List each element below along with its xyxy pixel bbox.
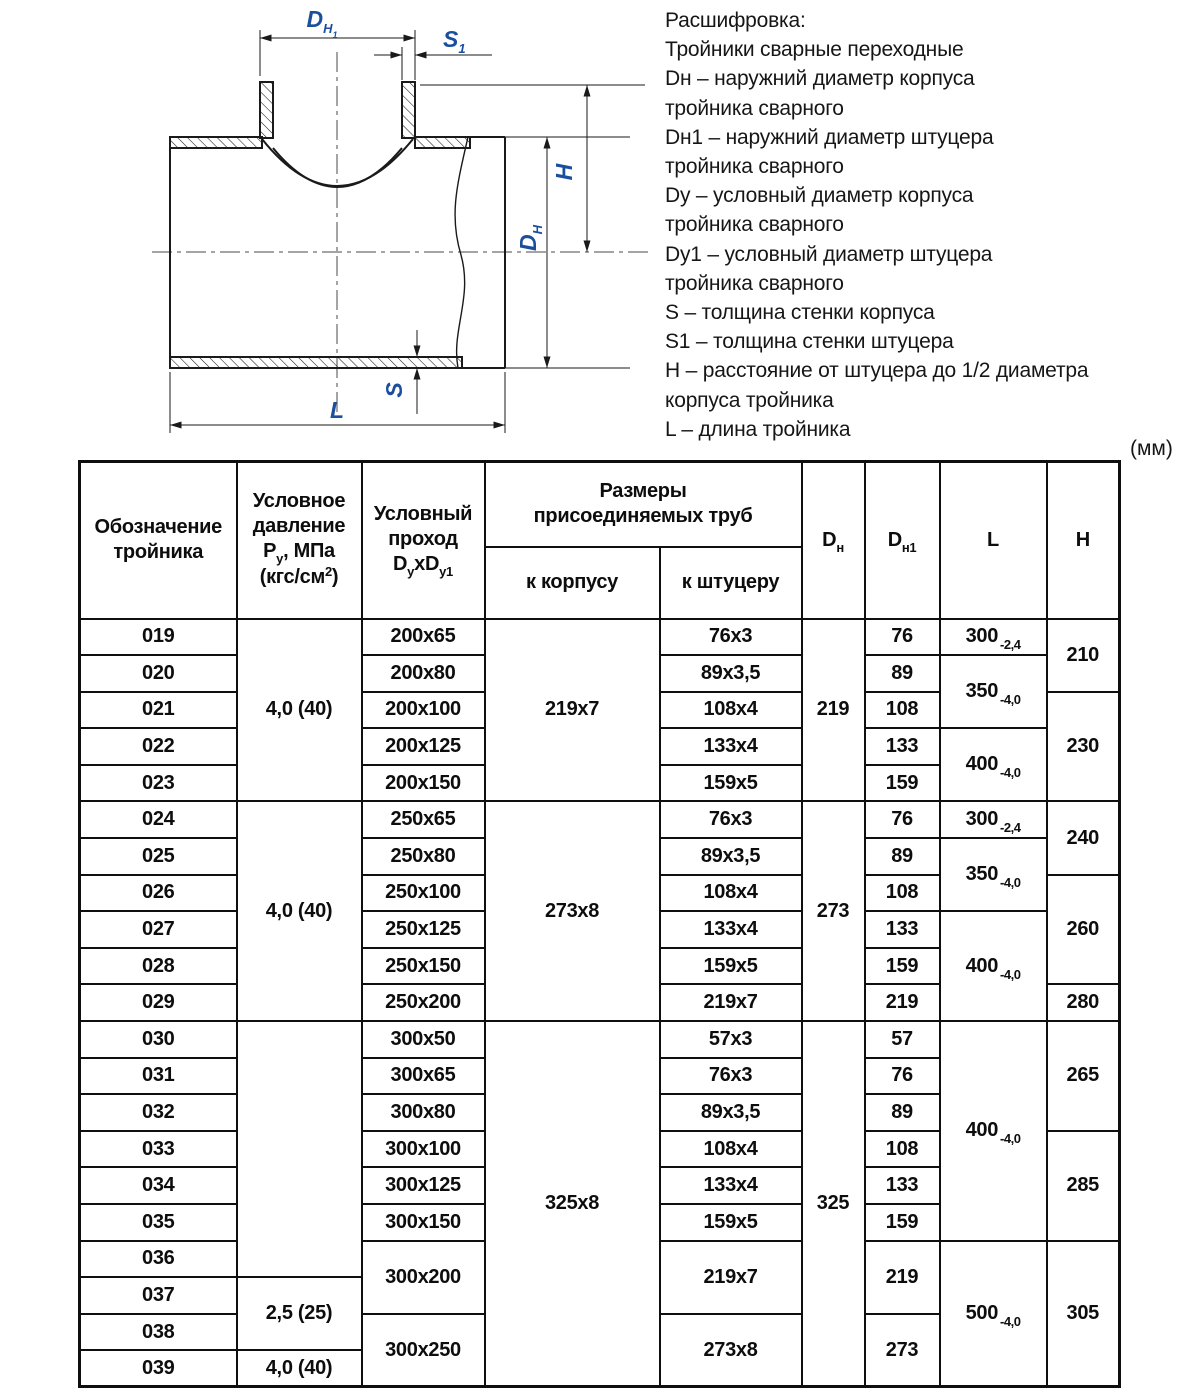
cell-dn: 219 xyxy=(802,619,865,802)
cell-dn1: 76 xyxy=(865,801,940,838)
cell-dn1: 76 xyxy=(865,619,940,656)
dim-label-l: L xyxy=(329,397,345,423)
cell-branch-pipe: 159x5 xyxy=(660,1204,802,1241)
body-top-right-wall xyxy=(415,137,470,148)
legend-line: Dн1 – наружний диаметр штуцера xyxy=(665,125,994,149)
dim-label-dn1: $D_{Н1}$ xyxy=(306,6,338,40)
cell-l: 300 $_{-2,4}$ xyxy=(940,619,1047,656)
cell-designation: 022 xyxy=(80,728,237,765)
cell-h: 265 xyxy=(1047,1021,1120,1131)
legend-line: Dy1 – условный диаметр штуцера xyxy=(665,242,993,266)
cell-branch-pipe: 89x3,5 xyxy=(660,838,802,875)
cell-bore: 300x150 xyxy=(362,1204,485,1241)
cell-designation: 037 xyxy=(80,1277,237,1314)
cell-branch-pipe: 108x4 xyxy=(660,875,802,912)
cell-pressure: 4,0 (40) xyxy=(237,801,362,1021)
branch-right-wall xyxy=(402,82,415,138)
col-header-h: H xyxy=(1047,462,1120,619)
cell-designation: 023 xyxy=(80,765,237,802)
cell-dn1: 133 xyxy=(865,1167,940,1204)
cell-dn1: 108 xyxy=(865,1131,940,1168)
legend-line: тройника сварного xyxy=(665,213,844,237)
unit-note: (мм) xyxy=(1130,437,1173,460)
cell-bore: 200x100 xyxy=(362,692,485,729)
cell-bore: 300x100 xyxy=(362,1131,485,1168)
cell-dn: 273 xyxy=(802,801,865,1021)
cell-bore: 200x80 xyxy=(362,655,485,692)
cell-pressure: 4,0 (40) xyxy=(237,1350,362,1387)
cell-dn1: 273 xyxy=(865,1314,940,1387)
cell-branch-pipe: 159x5 xyxy=(660,765,802,802)
table-row xyxy=(80,619,1120,656)
cell-designation: 021 xyxy=(80,692,237,729)
col-header-dn1: $D_{н1}$ xyxy=(865,462,940,619)
table-row xyxy=(80,1021,1120,1058)
cell-branch-pipe: 159x5 xyxy=(660,948,802,985)
cell-bore: 300x80 xyxy=(362,1094,485,1131)
cell-dn1: 89 xyxy=(865,838,940,875)
legend-line: Dн – наружний диаметр корпуса xyxy=(665,67,975,91)
cell-dn1: 108 xyxy=(865,875,940,912)
cell-dn1: 159 xyxy=(865,1204,940,1241)
cell-dn1: 89 xyxy=(865,1094,940,1131)
cell-body-pipe: 325x8 xyxy=(485,1021,660,1387)
legend-line: тройника сварного xyxy=(665,271,844,295)
cell-designation: 033 xyxy=(80,1131,237,1168)
cell-branch-pipe: 108x4 xyxy=(660,692,802,729)
dim-label-s1: $S_1$ xyxy=(443,26,466,56)
col-header-pipe-sizes: Размеры присоединяемых труб xyxy=(485,462,802,547)
cell-designation: 024 xyxy=(80,801,237,838)
cell-designation: 032 xyxy=(80,1094,237,1131)
cell-bore: 300x50 xyxy=(362,1021,485,1058)
cell-body-pipe: 219x7 xyxy=(485,619,660,802)
cell-designation: 026 xyxy=(80,875,237,912)
dim-label-s: S xyxy=(381,382,407,398)
cell-bore: 250x200 xyxy=(362,984,485,1021)
cell-bore: 300x125 xyxy=(362,1167,485,1204)
cell-dn1: 89 xyxy=(865,655,940,692)
legend-line: H – расстояние от штуцера до 1/2 диаметра xyxy=(665,359,1089,383)
cell-l: 400 $_{-4,0}$ xyxy=(940,1021,1047,1241)
cell-pressure-empty xyxy=(237,1021,362,1277)
tee-dimensions-table xyxy=(78,460,1121,1388)
cell-branch-pipe: 76x3 xyxy=(660,1058,802,1095)
legend-line: корпуса тройника xyxy=(665,388,834,412)
col-header-to-branch: к штуцеру xyxy=(660,547,802,619)
cell-branch-pipe: 133x4 xyxy=(660,728,802,765)
cell-designation: 027 xyxy=(80,911,237,948)
cell-bore: 200x65 xyxy=(362,619,485,656)
legend-line: Dy – условный диаметр корпуса xyxy=(665,184,974,208)
dim-label-h: H xyxy=(551,163,577,181)
legend-line: тройника сварного xyxy=(665,155,844,179)
cell-bore: 300x200 xyxy=(362,1241,485,1314)
cell-branch-pipe: 108x4 xyxy=(660,1131,802,1168)
col-header-to-body: к корпусу xyxy=(485,547,660,619)
cell-branch-pipe: 133x4 xyxy=(660,911,802,948)
body-top-left-wall xyxy=(170,137,262,148)
cell-dn1: 108 xyxy=(865,692,940,729)
cell-bore: 200x150 xyxy=(362,765,485,802)
cell-designation: 036 xyxy=(80,1241,237,1278)
col-header-l: L xyxy=(940,462,1047,619)
cell-dn1: 133 xyxy=(865,911,940,948)
branch-left-wall xyxy=(260,82,273,138)
cell-l: 400 $_{-4,0}$ xyxy=(940,728,1047,801)
cell-bore: 300x65 xyxy=(362,1058,485,1095)
legend-line: Тройники сварные переходные xyxy=(665,38,964,62)
cell-branch-pipe: 76x3 xyxy=(660,801,802,838)
cell-designation: 020 xyxy=(80,655,237,692)
cell-designation: 038 xyxy=(80,1314,237,1351)
cell-dn: 325 xyxy=(802,1021,865,1387)
cell-branch-pipe: 89x3,5 xyxy=(660,655,802,692)
cell-h: 260 xyxy=(1047,875,1120,985)
cell-l: 350 $_{-4,0}$ xyxy=(940,655,1047,728)
cell-designation: 039 xyxy=(80,1350,237,1387)
cell-h: 280 xyxy=(1047,984,1120,1021)
legend-line: L – длина тройника xyxy=(665,417,851,441)
cell-dn1: 133 xyxy=(865,728,940,765)
col-header-designation: Обозначение тройника xyxy=(80,462,237,619)
cell-designation: 030 xyxy=(80,1021,237,1058)
cell-l: 500 $_{-4,0}$ xyxy=(940,1241,1047,1387)
cell-h: 305 xyxy=(1047,1241,1120,1387)
cell-dn1: 76 xyxy=(865,1058,940,1095)
cell-dn1: 219 xyxy=(865,984,940,1021)
cell-l: 300 $_{-2,4}$ xyxy=(940,801,1047,838)
cell-bore: 250x80 xyxy=(362,838,485,875)
legend xyxy=(665,6,1088,444)
cell-body-pipe: 273x8 xyxy=(485,801,660,1021)
legend-line: S – толщина стенки корпуса xyxy=(665,301,935,325)
dim-label-dn: $D_Н$ xyxy=(515,224,545,252)
cell-branch-pipe: 273x8 xyxy=(660,1314,802,1387)
body-bottom-wall xyxy=(170,357,462,368)
legend-line: Расшифровка: xyxy=(665,9,806,32)
cell-dn1: 159 xyxy=(865,948,940,985)
cell-branch-pipe: 57x3 xyxy=(660,1021,802,1058)
col-header-bore: Условный проход $D_уxD_{у1}$ xyxy=(362,462,485,619)
cell-dn1: 57 xyxy=(865,1021,940,1058)
legend-line: S1 – толщина стенки штуцера xyxy=(665,330,954,354)
cell-branch-pipe: 219x7 xyxy=(660,984,802,1021)
col-header-pressure: Условное давление $P_у$, МПа $(кгс/см^2)$ xyxy=(237,462,362,619)
cell-bore: 250x65 xyxy=(362,801,485,838)
cell-designation: 031 xyxy=(80,1058,237,1095)
cell-designation: 035 xyxy=(80,1204,237,1241)
cell-designation: 025 xyxy=(80,838,237,875)
cell-designation: 028 xyxy=(80,948,237,985)
cell-bore: 300x250 xyxy=(362,1314,485,1387)
cell-bore: 200x125 xyxy=(362,728,485,765)
cell-l: 350 $_{-4,0}$ xyxy=(940,838,1047,911)
cell-h: 285 xyxy=(1047,1131,1120,1241)
cell-bore: 250x100 xyxy=(362,875,485,912)
cell-designation: 029 xyxy=(80,984,237,1021)
cell-h: 210 xyxy=(1047,619,1120,692)
cell-branch-pipe: 219x7 xyxy=(660,1241,802,1314)
cell-l: 400 $_{-4,0}$ xyxy=(940,911,1047,1021)
legend-line: тройника сварного xyxy=(665,96,844,120)
cell-branch-pipe: 76x3 xyxy=(660,619,802,656)
cell-branch-pipe: 133x4 xyxy=(660,1167,802,1204)
cell-bore: 250x125 xyxy=(362,911,485,948)
cell-h: 230 xyxy=(1047,692,1120,802)
cell-designation: 034 xyxy=(80,1167,237,1204)
cell-pressure: 2,5 (25) xyxy=(237,1277,362,1350)
col-header-dn: $D_н$ xyxy=(802,462,865,619)
cell-pressure: 4,0 (40) xyxy=(237,619,362,802)
cell-designation: 019 xyxy=(80,619,237,656)
table-row xyxy=(80,801,1120,838)
cell-bore: 250x150 xyxy=(362,948,485,985)
cell-branch-pipe: 89x3,5 xyxy=(660,1094,802,1131)
cell-h: 240 xyxy=(1047,801,1120,874)
tee-technical-drawing xyxy=(0,0,660,456)
cell-dn1: 159 xyxy=(865,765,940,802)
cell-dn1: 219 xyxy=(865,1241,940,1314)
